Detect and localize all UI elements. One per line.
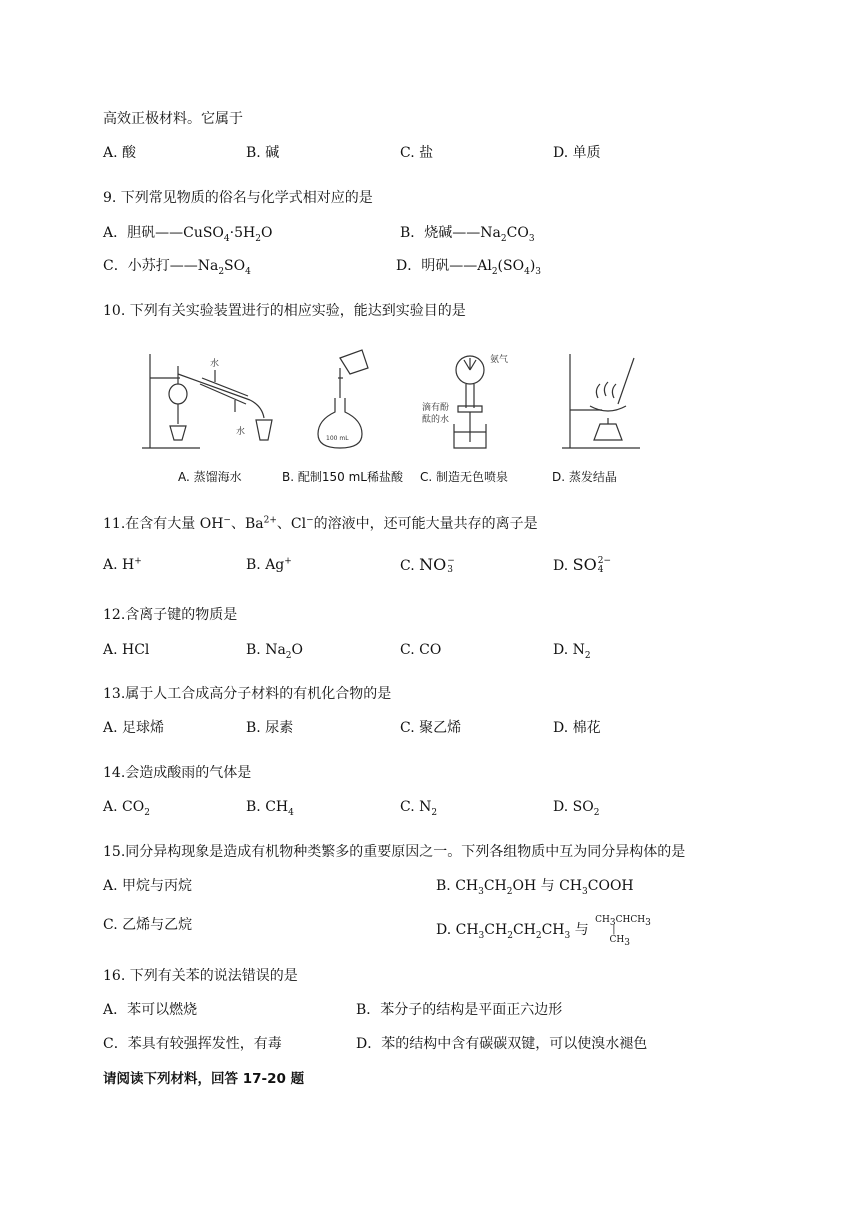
question-10-stem: 10. 下列有关实验装置进行的相应实验，能达到实验目的是: [103, 303, 466, 319]
water-outlet-label: 水: [236, 427, 246, 437]
isobutane-structure: $CH_3CHCH_3$ | $CH_3$: [595, 915, 651, 948]
q11-option-c: C. NO− 3: [400, 555, 455, 575]
q9-option-a: A．胆矾$——CuSO_4\cdot 5H_2O$: [103, 225, 273, 244]
question-11-stem: 11.在含有大量 OH−、$Ba^{2+}$、Cl−的溶液中，还可能大量共存的离子是: [103, 515, 538, 532]
question-8-stem-tail: 高效正极材料。它属于: [103, 111, 243, 127]
q10-caption-d: D. 蒸发结晶: [552, 470, 617, 484]
ammonia-label: 氨气: [490, 355, 509, 365]
reading-material-instruction: 请阅读下列材料，回答 17-20 题: [103, 1071, 305, 1087]
q16-option-d: D．苯的结构中含有碳碳双键，可以使溴水褪色: [356, 1036, 648, 1052]
q9-option-d: D．明矾$——Al_2(SO_4)_3$: [396, 258, 542, 277]
phenolphthalein-label-2: 酞的水: [422, 415, 450, 425]
q10-caption-a: A. 蒸馏海水: [178, 470, 242, 484]
question-9-stem: 9. 下列常见物质的俗名与化学式相对应的是: [103, 190, 373, 206]
q8-option-d: D. 单质: [553, 145, 601, 161]
fountain-apparatus: [454, 356, 486, 448]
q10-caption-c: C. 制造无色喷泉: [420, 470, 509, 484]
question-13-stem: 13.属于人工合成高分子材料的有机化合物的是: [103, 686, 392, 702]
q12-option-c: C. CO: [400, 642, 442, 658]
question-15-stem: 15.同分异构现象是造成有机物种类繁多的重要原因之一。下列各组物质中互为同分异构体的是: [103, 844, 686, 860]
q15-option-d: D. $CH_3CH_2CH_2CH_3$ 与 $CH_3CHCH_3$ | $CH_3$: [436, 915, 651, 948]
distillation-apparatus: [142, 354, 272, 448]
q16-option-a: A．苯可以燃烧: [103, 1002, 198, 1018]
q13-option-c: C. 聚乙烯: [400, 720, 462, 736]
q11-option-d: D. SO2− 4: [553, 555, 611, 575]
q8-option-a: A. 酸: [103, 145, 137, 161]
phenolphthalein-label-1: 滴有酚: [422, 403, 450, 413]
q8-option-b: B. 碱: [246, 145, 280, 161]
q13-option-a: A. 足球烯: [103, 720, 165, 736]
volumetric-flask-apparatus: [318, 350, 368, 448]
q15-option-b: B. $CH_3CH_2OH$ 与 $CH_3COOH$: [436, 878, 634, 897]
flask-volume-label: 100 mL: [326, 435, 349, 442]
q13-option-d: D. 棉花: [553, 720, 601, 736]
question-12-stem: 12.含离子键的物质是: [103, 607, 238, 623]
q13-option-b: B. 尿素: [246, 720, 294, 736]
question-14-stem: 14.会造成酸雨的气体是: [103, 765, 252, 781]
q15-option-a: A. 甲烷与丙烷: [103, 878, 193, 894]
q11-option-a: A. H+: [103, 556, 142, 573]
q14-option-d: D. $SO_2$: [553, 799, 600, 818]
q9-option-b: B．烧碱$——Na_2CO_3$: [400, 225, 535, 244]
q8-option-c: C. 盐: [400, 145, 434, 161]
q12-option-d: D. $N_2$: [553, 642, 591, 661]
experiment-apparatus-figure: [140, 348, 660, 488]
q14-option-c: C. $N_2$: [400, 799, 438, 818]
q9-option-c: C．小苏打$——Na_2SO_4$: [103, 258, 251, 277]
q14-option-a: A. $CO_2$: [103, 799, 150, 818]
q14-option-b: B. $CH_4$: [246, 799, 294, 818]
evaporation-apparatus: [562, 354, 640, 448]
water-inlet-label: 水: [210, 359, 220, 369]
q10-caption-b: B. 配制150 mL稀盐酸: [282, 470, 403, 484]
q11-option-b: B. Ag+: [246, 556, 292, 573]
q12-option-a: A. HCl: [103, 642, 150, 658]
q16-option-c: C．苯具有较强挥发性，有毒: [103, 1036, 282, 1052]
question-16-stem: 16. 下列有关苯的说法错误的是: [103, 968, 298, 984]
q16-option-b: B．苯分子的结构是平面正六边形: [356, 1002, 563, 1018]
q12-option-b: B. $Na_2O$: [246, 642, 304, 661]
q15-option-c: C. 乙烯与乙烷: [103, 917, 193, 933]
